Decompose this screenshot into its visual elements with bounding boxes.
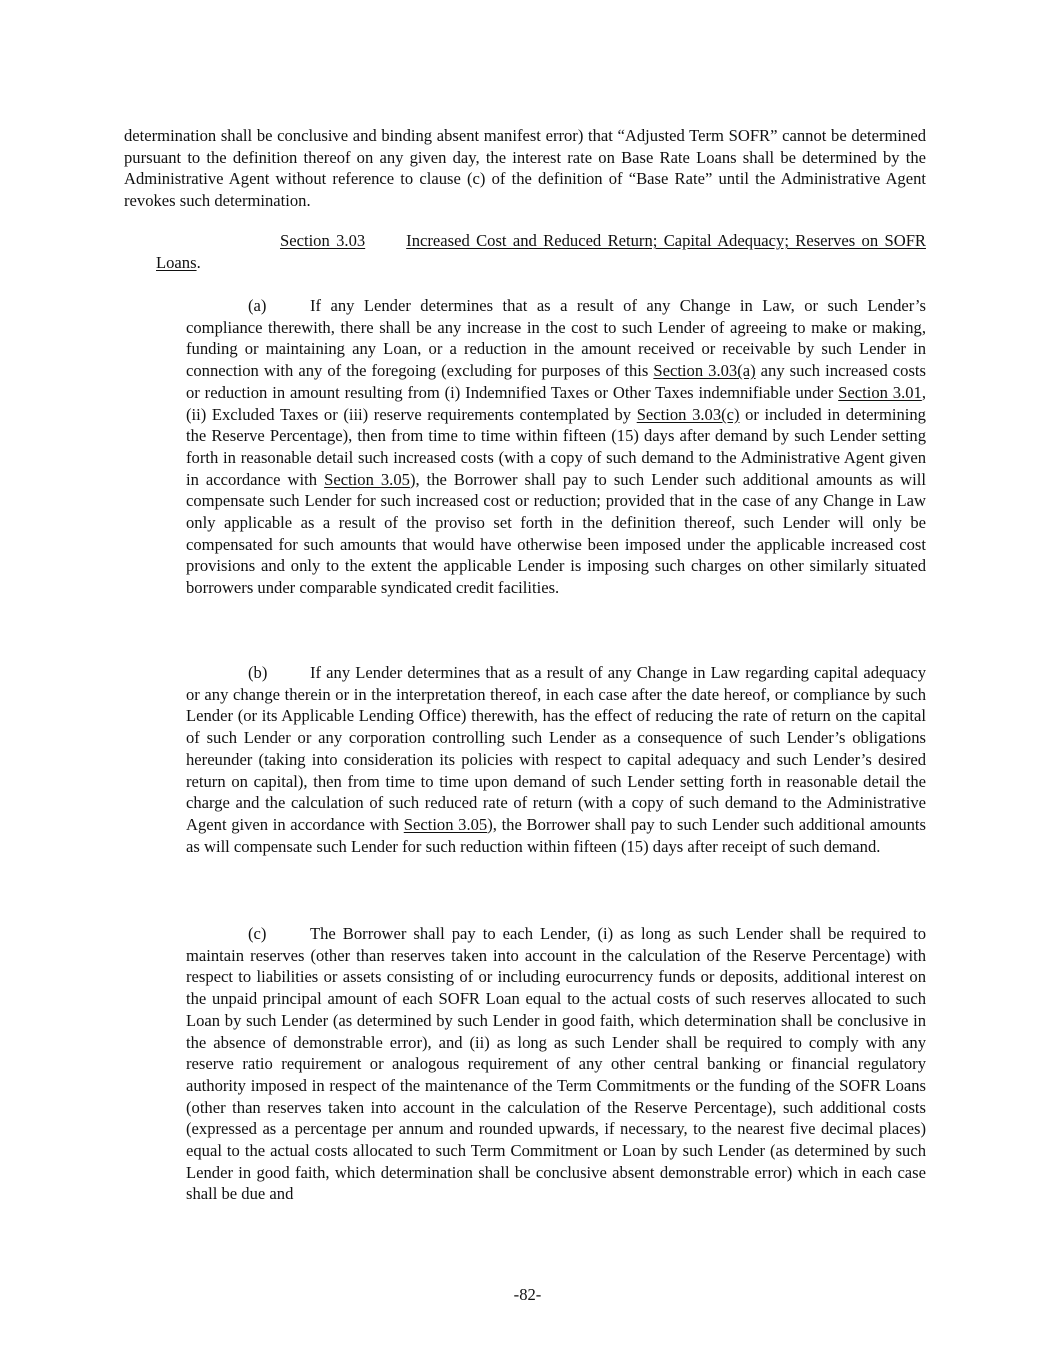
section-title: Increased Cost and Reduced Return; Capital Adequacy; Reserves on SOFR Loans bbox=[156, 231, 926, 272]
paragraph-c bbox=[186, 923, 926, 1205]
page-number: -82- bbox=[513, 1285, 542, 1304]
paragraph-a-text-5: ), the Borrower shall pay to such Lender such additional amounts as will compensate such Lender for such increased cost or reduction; provided that in the case of any Change in Law only applicable as a result of the proviso set forth in the definition thereof, such Lender will only be compensated for such amounts that would have otherwise been imposed under the applicable increased cost provisions and only to the extent the applicable Lender is imposing such charges on other similarly situated borrowers under comparable syndicated credit facilities. bbox=[186, 469, 926, 598]
cross-reference-section-3-03-a: Section 3.03(a) bbox=[653, 361, 756, 381]
section-title-period: . bbox=[196, 252, 201, 272]
cross-reference-section-3-01: Section 3.01 bbox=[838, 382, 922, 402]
section-heading bbox=[156, 230, 926, 273]
paragraph-a-text-4: or included in determining the Reserve Percentage), then from time to time within fifteen (15) days after demand by such Lender setting forth in reasonable detail such increased costs (with a copy of such demand to the Administrative Agent given in accordance with bbox=[186, 404, 926, 489]
cross-reference-section-3-05: Section 3.05 bbox=[403, 814, 488, 834]
section-number: Section 3.03 bbox=[280, 231, 366, 250]
paragraph-b bbox=[186, 662, 926, 857]
paragraph-b-text-1: If any Lender determines that as a result of any Change in Law regarding capital adequacy or any change therein or in the interpretation thereof, in each case after the date hereof, or compliance by such Lender (or its Applicable Lending Office) therewith, has the effect of reducing the rate of return on the capital of such Lender or any corporation controlling such Lender as a consequence of such Lender’s obligations hereunder (taking into consideration its policies with respect to capital adequacy and such Lender’s desired return on capital), then from time to time upon demand of such Lender setting forth in reasonable detail the charge and the calculation of such reduced rate of return (with a copy of such demand to the Administrative Agent given in accordance with bbox=[186, 663, 926, 834]
paragraph-a-text-3: , (ii) Excluded Taxes or (iii) reserve requirements contemplated by bbox=[186, 382, 927, 424]
paragraph-b-text-2: ), the Borrower shall pay to such Lender such additional amounts as will compensate such Lender for such reduction within fifteen (15) days after receipt of such demand. bbox=[186, 814, 926, 856]
paragraph-a bbox=[186, 295, 926, 599]
cross-reference-section-3-03-c: Section 3.03(c) bbox=[636, 404, 740, 424]
paragraph-c-text: The Borrower shall pay to each Lender, (i) as long as such Lender shall be required to maintain reserves (other than reserves taken into account in the calculation of the Reserve Percentage) with respect to liabilities or assets consisting of or including eurocurrency funds or deposits, additional interest on the unpaid principal amount of each SOFR Loan equal to the actual costs of such reserves allocated to such Loan by such Lender (as determined by such Lender in good faith, which determination shall be conclusive in the absence of demonstrable error), and (ii) as long as such Lender shall be required to comply with any reserve ratio requirement or analogous requirement of any other central banking or financial regulatory authority imposed in respect of the maintenance of the Term Commitments or the funding of the SOFR Loans (other than reserves taken into account in the calculation of the Reserve Percentage), such additional costs (expressed as a percentage per annum and rounded upwards, if necessary, to the nearest five decimal places) equal to the actual costs allocated to such Term Commitment or Loan by such Lender (as determined by such Lender in good faith, which determination shall be conclusive absent demonstrable error) which in each case shall be due and bbox=[186, 924, 926, 1204]
paragraph-a-text-1: If any Lender determines that as a result of any Change in Law, or such Lender’s compliance therewith, there shall be any increase in the cost to such Lender of agreeing to make or making, funding or maintaining any Loan, or a reduction in the amount received or receivable by such Lender in connection with any of the foregoing (excluding for purposes of this bbox=[186, 296, 926, 381]
cross-reference-section-3-05: Section 3.05 bbox=[324, 469, 410, 489]
paragraph-b-marker: (b) bbox=[248, 663, 268, 682]
paragraph-a-marker: (a) bbox=[248, 296, 267, 315]
paragraph-a-text-2: any such increased costs or reduction in amount resulting from (i) Indemnified Taxes or Other Taxes indemnifiable under bbox=[186, 361, 926, 402]
intro-paragraph: determination shall be conclusive and binding absent manifest error) that “Adjusted Term SOFR” cannot be determined pursuant to the definition thereof on any given day, the interest rate on Base Rate Loans shall be determined by the Administrative Agent without reference to clause (c) of the definition of “Base Rate” until the Administrative Agent revokes such determination. bbox=[124, 126, 926, 211]
paragraph-c-marker: (c) bbox=[248, 924, 267, 943]
